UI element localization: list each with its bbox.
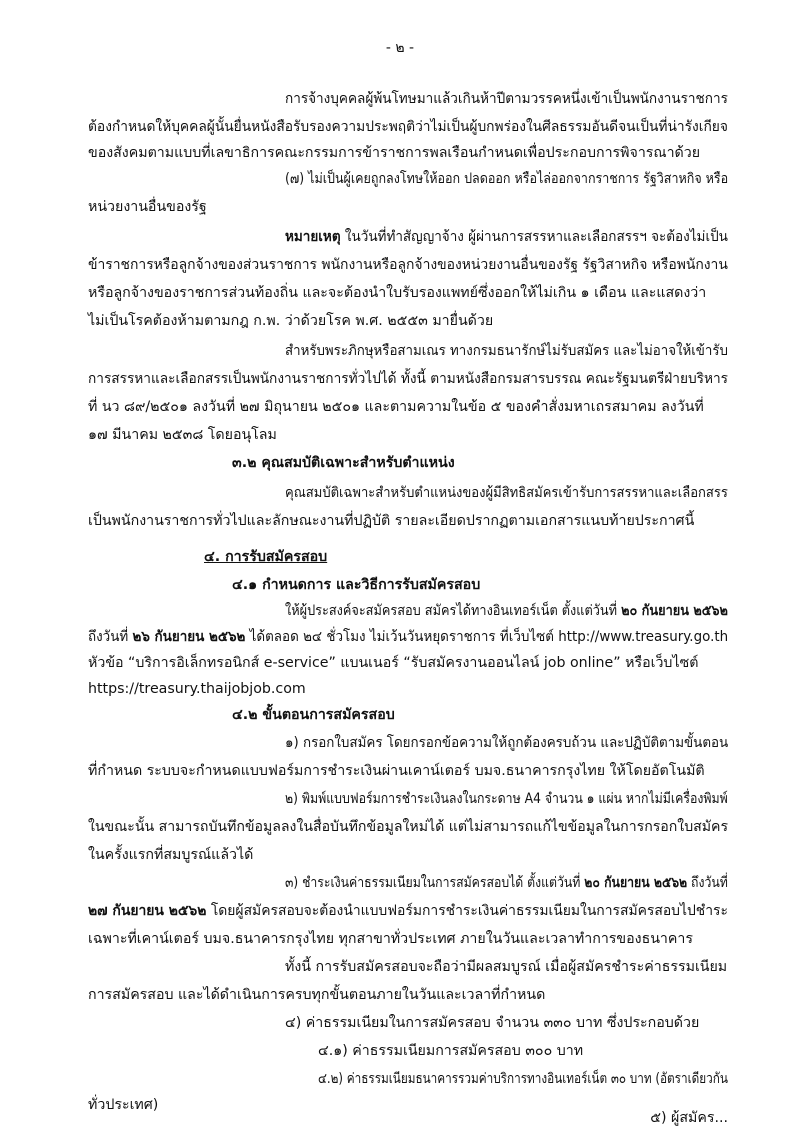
paragraph-line: คุณสมบัติเฉพาะสำหรับตำแหน่งของผู้มีสิทธิสมัครเข้ารับการสรรหาและเลือกสรร bbox=[285, 485, 728, 501]
note-line bbox=[285, 227, 728, 247]
date-text: ๒๐ กันยายน ๒๕๖๒ bbox=[621, 603, 728, 619]
paragraph-line: เป็นพนักงานราชการทั่วไปและลักษณะงานที่ปฏิบัติ รายละเอียดปรากฏตามเอกสารแนบท้ายประกาศนี้ bbox=[88, 513, 695, 529]
line-text: ถึงวันที่ bbox=[88, 629, 129, 645]
paragraph-line: การสรรหาและเลือกสรรเป็นพนักงานราชการทั่วไปได้ ทั้งนี้ ตามหนังสือกรมสารบรรณ คณะรัฐมนตรีฝ่ายบริหาร bbox=[88, 371, 728, 387]
paragraph-line: สำหรับพระภิกษุหรือสามเณร ทางกรมธนารักษ์ไม่รับสมัคร และไม่อาจให้เข้ารับ bbox=[285, 343, 728, 359]
continuation-marker: ๕) ผู้สมัคร... bbox=[650, 1110, 728, 1126]
note-label: หมายเหตุ bbox=[285, 229, 341, 245]
section-heading-4: ๔. การรับสมัครสอบ bbox=[204, 549, 328, 565]
paragraph-line: ที่กำหนด ระบบจะกำหนดแบบฟอร์มการชำระเงินผ่านเคาน์เตอร์ บมจ.ธนาคารกรุงไทย ให้โดยอัตโนมัติ bbox=[88, 763, 705, 779]
website-url: https://treasury.thaijobjob.com bbox=[88, 681, 306, 697]
paragraph-line: ๑) กรอกใบสมัคร โดยกรอกข้อความให้ถูกต้องครบถ้วน และปฏิบัติตามขั้นตอน bbox=[285, 735, 729, 751]
paragraph-line: ไม่เป็นโรคต้องห้ามตามกฎ ก.พ. ว่าด้วยโรค พ.ศ. ๒๕๕๓ มายื่นด้วย bbox=[88, 313, 494, 329]
paragraph-line: ในครั้งแรกที่สมบูรณ์แล้วได้ bbox=[88, 847, 254, 863]
paragraph-line: ข้าราชการหรือลูกจ้างของส่วนราชการ พนักงานหรือลูกจ้างของหน่วยงานอื่นของรัฐ รัฐวิสาหกิจ หรือพนักงาน bbox=[88, 257, 728, 273]
paragraph-line bbox=[88, 901, 728, 921]
paragraph-line: หรือลูกจ้างของราชการส่วนท้องถิ่น และจะต้องนำใบรับรองแพทย์ซึ่งออกให้ไม่เกิน ๑ เดือน และแสดงว่า bbox=[88, 285, 707, 301]
paragraph-line: ในขณะนั้น สามารถบันทึกข้อมูลลงในสื่อบันทึกข้อมูลใหม่ได้ แต่ไม่สามารถแก้ไขข้อมูลในการกรอกใบสมัคร bbox=[88, 819, 729, 835]
paragraph-line bbox=[285, 873, 728, 893]
line-text: ให้ผู้ประสงค์จะสมัครสอบ สมัครได้ทางอินเทอร์เน็ต ตั้งแต่วันที่ bbox=[285, 603, 618, 619]
fee-subitem: ๔.๑) ค่าธรรมเนียมการสมัครสอบ ๓๐๐ บาท bbox=[318, 1043, 584, 1059]
paragraph-line bbox=[285, 601, 728, 621]
paragraph-line: หน่วยงานอื่นของรัฐ bbox=[88, 199, 207, 215]
paragraph-line: เฉพาะที่เคาน์เตอร์ บมจ.ธนาคารกรุงไทย ทุกสาขาทั่วประเทศ ภายในวันและเวลาทำการของธนาคาร bbox=[88, 931, 693, 947]
paragraph-line: ทั่วประเทศ) bbox=[88, 1097, 159, 1113]
line-text: ๓) ชำระเงินค่าธรรมเนียมในการสมัครสอบได้ ตั้งแต่วันที่ bbox=[285, 875, 581, 891]
fee-item: ๔) ค่าธรรมเนียมในการสมัครสอบ จำนวน ๓๓๐ บาท ซึ่งประกอบด้วย bbox=[285, 1015, 700, 1031]
section-heading-3-2: ๓.๒ คุณสมบัติเฉพาะสำหรับตำแหน่ง bbox=[232, 455, 455, 471]
paragraph-line bbox=[88, 627, 728, 647]
fee-subitem: ๔.๒) ค่าธรรมเนียมธนาคารรวมค่าบริการทางอินเทอร์เน็ต ๓๐ บาท (อัตราเดียวกัน bbox=[318, 1071, 728, 1087]
paragraph-line: ต้องกำหนดให้บุคคลผู้นั้นยื่นหนังสือรับรองความประพฤติว่าไม่เป็นผู้บกพร่องในศีลธรรมอันดีจนเป็นที่น่ารังเกียจ bbox=[88, 119, 728, 135]
section-heading-4-2: ๔.๒ ขั้นตอนการสมัครสอบ bbox=[232, 707, 395, 723]
line-text: ถึงวันที่ bbox=[691, 875, 728, 891]
paragraph-line: การจ้างบุคคลผู้พ้นโทษมาแล้วเกินห้าปีตามวรรคหนึ่งเข้าเป็นพนักงานราชการ bbox=[285, 91, 728, 107]
paragraph-line: การสมัครสอบ และได้ดำเนินการครบทุกขั้นตอนภายในวันและเวลาที่กำหนด bbox=[88, 987, 546, 1003]
note-text: ในวันที่ทำสัญญาจ้าง ผู้ผ่านการสรรหาและเลือกสรรฯ จะต้องไม่เป็น bbox=[344, 229, 728, 245]
date-text: ๒๖ กันยายน ๒๕๖๒ bbox=[132, 629, 246, 645]
paragraph-line: ที่ นว ๘๙/๒๕๐๑ ลงวันที่ ๒๗ มิถุนายน ๒๕๐๑ และตามความในข้อ ๕ ของคำสั่งมหาเถรสมาคม ลงวันที่ bbox=[88, 399, 704, 415]
paragraph-line: หัวข้อ “บริการอิเล็กทรอนิกส์ e-service” แบนเนอร์ “รับสมัครงานออนไลน์ job online” หรือเว็บไซต์ bbox=[88, 655, 699, 671]
line-text: โดยผู้สมัครสอบจะต้องนำแบบฟอร์มการชำระเงินค่าธรรมเนียมในการสมัครสอบไปชำระ bbox=[210, 903, 728, 919]
section-heading-4-1: ๔.๑ กำหนดการ และวิธีการรับสมัครสอบ bbox=[232, 577, 481, 593]
date-text: ๒๗ กันยายน ๒๕๖๒ bbox=[88, 903, 207, 919]
paragraph-line: ทั้งนี้ การรับสมัครสอบจะถือว่ามีผลสมบูรณ์ เมื่อผู้สมัครชำระค่าธรรมเนียม bbox=[285, 959, 728, 975]
date-text: ๒๐ กันยายน ๒๕๖๒ bbox=[584, 875, 688, 891]
paragraph-line: (๗) ไม่เป็นผู้เคยถูกลงโทษให้ออก ปลดออก หรือไล่ออกจากราชการ รัฐวิสาหกิจ หรือ bbox=[285, 171, 729, 187]
line-text: ได้ตลอด ๒๔ ชั่วโมง ไม่เว้นวันหยุดราชการ ที่เว็บไซต์ http://www.treasury.go.th bbox=[249, 629, 729, 645]
paragraph-line: ๑๗ มีนาคม ๒๕๓๘ โดยอนุโลม bbox=[88, 427, 277, 443]
paragraph-line: ๒) พิมพ์แบบฟอร์มการชำระเงินลงในกระดาษ A4 จำนวน ๑ แผ่น หากไม่มีเครื่องพิมพ์ bbox=[285, 791, 728, 807]
paragraph-line: ของสังคมตามแบบที่เลขาธิการคณะกรรมการข้าราชการพลเรือนกำหนดเพื่อประกอบการพิจารณาด้วย bbox=[88, 145, 701, 161]
page-number: - ๒ - bbox=[385, 40, 415, 56]
